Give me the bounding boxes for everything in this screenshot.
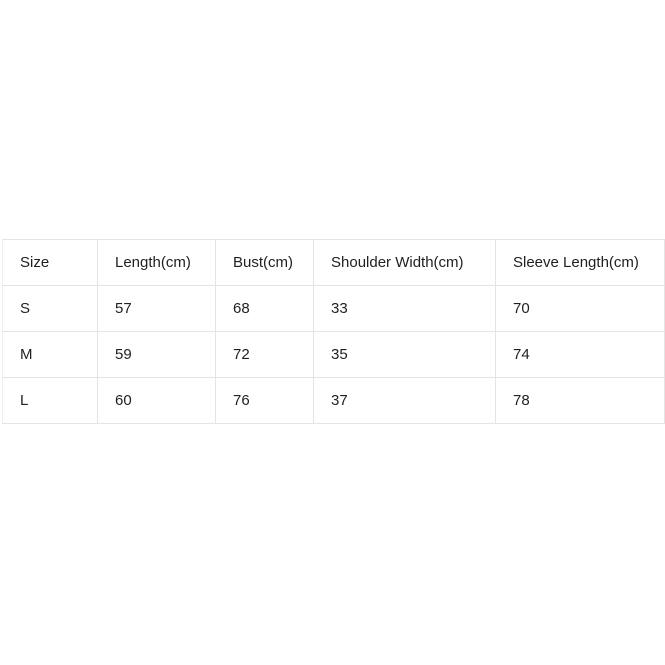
table-header-row xyxy=(3,240,665,286)
cell-size: S xyxy=(3,286,98,332)
cell-size: L xyxy=(3,378,98,424)
table-row xyxy=(3,332,665,378)
cell-length: 57 xyxy=(98,286,216,332)
cell-bust: 68 xyxy=(216,286,314,332)
cell-bust: 76 xyxy=(216,378,314,424)
header-length: Length(cm) xyxy=(98,240,216,286)
cell-sleeve-length: 78 xyxy=(496,378,665,424)
cell-shoulder-width: 33 xyxy=(314,286,496,332)
cell-shoulder-width: 37 xyxy=(314,378,496,424)
cell-length: 59 xyxy=(98,332,216,378)
cell-shoulder-width: 35 xyxy=(314,332,496,378)
header-shoulder-width: Shoulder Width(cm) xyxy=(314,240,496,286)
header-size: Size xyxy=(3,240,98,286)
header-sleeve-length: Sleeve Length(cm) xyxy=(496,240,665,286)
cell-size: M xyxy=(3,332,98,378)
table-row xyxy=(3,286,665,332)
table-row xyxy=(3,378,665,424)
cell-sleeve-length: 70 xyxy=(496,286,665,332)
cell-length: 60 xyxy=(98,378,216,424)
header-bust: Bust(cm) xyxy=(216,240,314,286)
cell-sleeve-length: 74 xyxy=(496,332,665,378)
cell-bust: 72 xyxy=(216,332,314,378)
size-chart-table xyxy=(2,239,665,424)
